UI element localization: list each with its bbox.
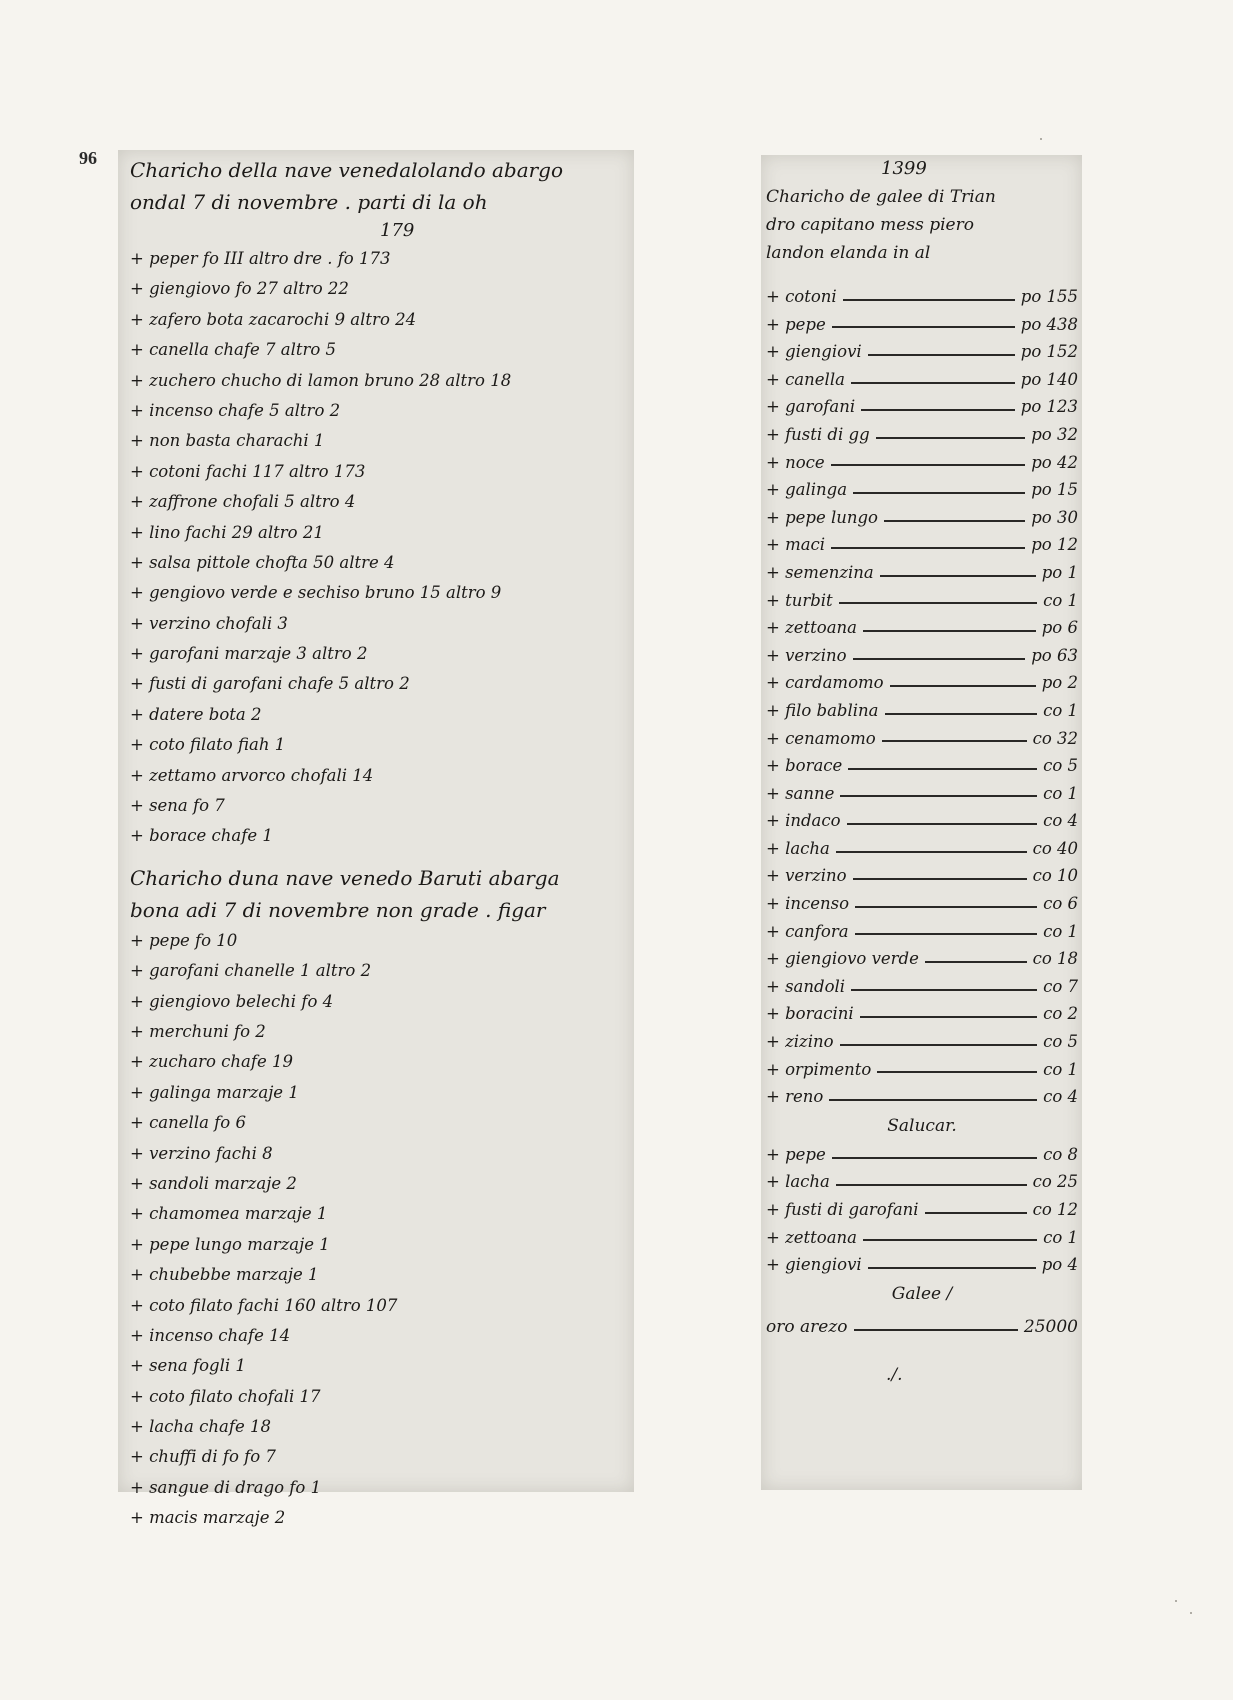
entry-leader-line: [831, 464, 1026, 466]
entry-quantity: co 6: [1043, 894, 1078, 914]
ledger-entry: [766, 366, 1078, 394]
entry-quantity: po 123: [1020, 397, 1078, 417]
ledger-entry: [766, 476, 1078, 504]
entry-quantity: co 4: [1043, 811, 1078, 831]
ledger-entry: [766, 1000, 1078, 1028]
left-year: 179: [380, 220, 415, 241]
entry-item: + cardamomo: [766, 673, 884, 693]
right-heading-line-3: landon elanda in al: [766, 243, 931, 263]
paper-speck: [1175, 1600, 1177, 1602]
ledger-entry: [766, 780, 1078, 808]
ledger-entry: [766, 1168, 1078, 1196]
entry-quantity: po 1: [1041, 562, 1078, 582]
ledger-entry: [766, 449, 1078, 477]
entry-leader-line: [925, 961, 1027, 963]
entry-leader-line: [925, 1212, 1027, 1214]
ledger-entry: [766, 752, 1078, 780]
ledger-entry: + giengiovo belechi fo 4: [130, 991, 334, 1011]
entry-leader-line: [860, 1016, 1037, 1018]
entry-item: + pepe: [766, 1144, 826, 1164]
entry-quantity: co 18: [1032, 949, 1078, 969]
left-entry-list-b: [130, 926, 628, 1534]
manuscript-sheet-left: [118, 150, 634, 1528]
right-year: 1399: [881, 158, 927, 179]
ledger-entry: + chuffi di fo fo 7: [130, 1447, 276, 1467]
entry-quantity: co 10: [1032, 866, 1078, 886]
ledger-entry: + macis marzaje 2: [130, 1508, 286, 1528]
ledger-entry: + merchuni fo 2: [130, 1021, 266, 1041]
entry-quantity: po 2: [1041, 673, 1078, 693]
entry-item: + pepe: [766, 314, 826, 334]
ledger-entry: + sena fo 7: [130, 796, 225, 816]
ledger-entry: [766, 1224, 1078, 1252]
entry-leader-line: [853, 658, 1026, 660]
entry-leader-line: [836, 851, 1027, 853]
ledger-entry: [766, 587, 1078, 615]
entry-quantity: co 32: [1032, 728, 1078, 748]
right-lower-label: Galee /: [891, 1283, 953, 1304]
ledger-entry: + fusti di garofani chafe 5 altro 2: [130, 674, 410, 694]
entry-item: + lacha: [766, 1172, 830, 1192]
entry-quantity: po 6: [1041, 618, 1078, 638]
entry-item: + borace: [766, 756, 843, 776]
entry-item: + lacha: [766, 838, 830, 858]
entry-leader-line: [829, 1099, 1037, 1101]
entry-quantity: co 8: [1043, 1144, 1078, 1164]
entry-leader-line: [868, 354, 1015, 356]
ledger-entry: + peper fo III altro dre . fo 173: [130, 249, 391, 268]
entry-leader-line: [851, 989, 1037, 991]
entry-item: + boracini: [766, 1004, 854, 1024]
ledger-entry: [766, 311, 1078, 339]
left-subheading-line-2: bona adi 7 di novembre non grade . figar: [130, 897, 546, 922]
ledger-entry: [766, 1196, 1078, 1224]
ledger-entry: + galinga marzaje 1: [130, 1082, 299, 1102]
entry-item: + canella: [766, 369, 845, 389]
ledger-entry: [766, 642, 1078, 670]
ledger-entry: [766, 725, 1078, 753]
entry-quantity: co 1: [1043, 700, 1078, 720]
ledger-entry: + pepe fo 10: [130, 930, 238, 950]
ledger-entry: + sangue di drago fo 1: [130, 1477, 322, 1497]
entry-quantity: co 2: [1043, 1004, 1078, 1024]
entry-item: + reno: [766, 1087, 824, 1107]
paper-speck: [1190, 1612, 1192, 1614]
entry-leader-line: [848, 768, 1037, 770]
entry-item: + giengiovi: [766, 1255, 862, 1275]
entry-quantity: co 5: [1043, 1032, 1078, 1052]
entry-quantity: po 152: [1020, 342, 1078, 362]
entry-item: + incenso: [766, 894, 850, 914]
entry-item: + pepe lungo: [766, 507, 878, 527]
ledger-entry: + lacha chafe 18: [130, 1417, 271, 1437]
ledger-entry: + canella chafe 7 altro 5: [130, 340, 337, 360]
ledger-entry: + cotoni fachi 117 altro 173: [130, 461, 366, 481]
entry-quantity: po 140: [1020, 369, 1078, 389]
total-value: 25000: [1023, 1316, 1078, 1337]
entry-leader-line: [839, 602, 1037, 604]
ledger-entry: + canella fo 6: [130, 1113, 246, 1133]
ledger-entry: [766, 1141, 1078, 1169]
ledger-entry: + sena fogli 1: [130, 1356, 246, 1376]
entry-item: + cenamomo: [766, 728, 876, 748]
ledger-entry: + chamomea marzaje 1: [130, 1204, 328, 1224]
entry-item: + giengiovi: [766, 342, 862, 362]
ledger-entry: [766, 835, 1078, 863]
entry-item: + sandoli: [766, 976, 846, 996]
ledger-entry: + incenso chafe 14: [130, 1325, 291, 1345]
ledger-entry: + datere bota 2: [130, 704, 262, 724]
manuscript-sheet-right: [761, 155, 1082, 1490]
entry-item: + zettoana: [766, 1227, 858, 1247]
right-entry-list-b: [766, 1141, 1078, 1279]
ledger-entry: + zucharo chafe 19: [130, 1052, 293, 1072]
entry-item: + verzino: [766, 645, 847, 665]
ledger-entry: [766, 1083, 1078, 1111]
entry-item: + canfora: [766, 921, 849, 941]
entry-leader-line: [885, 713, 1038, 715]
entry-quantity: co 1: [1043, 590, 1078, 610]
entry-leader-line: [836, 1184, 1027, 1186]
ledger-entry: [766, 807, 1078, 835]
entry-item: + cotoni: [766, 287, 837, 306]
ledger-entry: [766, 531, 1078, 559]
entry-leader-line: [853, 492, 1025, 494]
entry-quantity: po 4: [1041, 1255, 1078, 1275]
entry-quantity: co 4: [1043, 1087, 1078, 1107]
ledger-entry: + borace chafe 1: [130, 826, 273, 846]
right-sheet-content: [766, 155, 1078, 1405]
entry-item: + fusti di gg: [766, 424, 870, 444]
page-number: 96: [79, 148, 97, 168]
entry-item: + maci: [766, 535, 826, 555]
ledger-entry: + zafero bota zacarochi 9 altro 24: [130, 309, 417, 329]
entry-quantity: co 1: [1043, 921, 1078, 941]
entry-quantity: po 30: [1031, 507, 1078, 527]
total-leader-line: [854, 1329, 1018, 1331]
entry-item: + filo bablina: [766, 700, 879, 720]
entry-item: + sanne: [766, 783, 835, 803]
ledger-entry: [766, 862, 1078, 890]
ledger-entry: [766, 918, 1078, 946]
ledger-entry: + coto filato chofali 17: [130, 1386, 321, 1406]
ledger-entry: [766, 669, 1078, 697]
entry-item: + zizino: [766, 1032, 834, 1052]
entry-leader-line: [880, 575, 1036, 577]
entry-leader-line: [843, 299, 1015, 301]
right-entry-list-a: [766, 283, 1078, 1111]
entry-quantity: co 1: [1043, 783, 1078, 803]
entry-leader-line: [882, 740, 1027, 742]
ledger-entry: [766, 697, 1078, 725]
entry-item: + galinga: [766, 480, 848, 500]
ledger-entry: [766, 1056, 1078, 1084]
ledger-entry: [766, 338, 1078, 366]
entry-quantity: co 1: [1043, 1227, 1078, 1247]
entry-quantity: co 7: [1043, 976, 1078, 996]
right-closing-mark: ./.: [886, 1364, 903, 1385]
entry-leader-line: [868, 1267, 1036, 1269]
entry-leader-line: [853, 878, 1027, 880]
ledger-entry: [766, 504, 1078, 532]
ledger-entry: [766, 283, 1078, 311]
left-entry-list-a: [130, 244, 628, 852]
entry-leader-line: [890, 685, 1036, 687]
entry-quantity: po 63: [1031, 645, 1078, 665]
entry-quantity: co 1: [1043, 1059, 1078, 1079]
right-heading-line-1: Charicho de galee di Trian: [766, 187, 996, 207]
entry-leader-line: [840, 1044, 1038, 1046]
entry-quantity: po 12: [1031, 535, 1078, 555]
entry-quantity: co 12: [1032, 1200, 1078, 1219]
right-middle-label: Salucar.: [887, 1115, 957, 1136]
entry-item: + verzino: [766, 866, 847, 886]
ledger-entry: + gengiovo verde e sechiso bruno 15 altro 9: [130, 583, 502, 603]
ledger-entry: [766, 393, 1078, 421]
entry-quantity: co 5: [1043, 756, 1078, 776]
entry-quantity: co 40: [1032, 838, 1078, 858]
entry-item: + garofani: [766, 397, 856, 417]
ledger-entry: + zettamo arvorco chofali 14: [130, 765, 374, 785]
entry-quantity: po 42: [1031, 452, 1078, 472]
entry-item: + semenzina: [766, 562, 874, 582]
entry-quantity: po 438: [1020, 314, 1078, 334]
ledger-entry: [766, 1028, 1078, 1056]
entry-leader-line: [876, 437, 1026, 439]
left-heading-line-2: ondal 7 di novembre . parti di la oh: [130, 190, 488, 214]
entry-quantity: po 15: [1031, 480, 1078, 500]
ledger-entry: + verzino fachi 8: [130, 1143, 273, 1163]
ledger-entry: [766, 890, 1078, 918]
entry-leader-line: [855, 933, 1038, 935]
entry-quantity: co 25: [1032, 1172, 1078, 1192]
ledger-entry: [766, 559, 1078, 587]
entry-leader-line: [832, 1157, 1037, 1159]
paper-speck: [1040, 138, 1042, 140]
entry-leader-line: [832, 326, 1015, 328]
entry-quantity: po 32: [1031, 424, 1078, 444]
ledger-entry: + chubebbe marzaje 1: [130, 1265, 319, 1285]
ledger-entry: [766, 421, 1078, 449]
entry-leader-line: [877, 1071, 1037, 1073]
ledger-entry: [766, 614, 1078, 642]
entry-item: + noce: [766, 452, 825, 472]
left-sheet-content: [130, 154, 628, 1534]
ledger-entry: + zaffrone chofali 5 altro 4: [130, 492, 356, 512]
ledger-entry: [766, 973, 1078, 1001]
entry-leader-line: [847, 823, 1038, 825]
entry-leader-line: [884, 520, 1025, 522]
total-label: oro arezo: [766, 1316, 848, 1337]
entry-leader-line: [863, 630, 1036, 632]
entry-quantity: po 155: [1020, 287, 1078, 306]
entry-leader-line: [840, 795, 1037, 797]
ledger-entry: + incenso chafe 5 altro 2: [130, 400, 341, 420]
entry-leader-line: [831, 547, 1025, 549]
left-heading-line-1: Charicho della nave venedalolando abargo: [130, 158, 564, 182]
ledger-entry: [766, 1251, 1078, 1279]
right-heading-line-2: dro capitano mess piero: [766, 215, 974, 235]
entry-leader-line: [861, 409, 1015, 411]
entry-leader-line: [851, 382, 1015, 384]
entry-item: + indaco: [766, 811, 841, 831]
entry-item: + giengiovo verde: [766, 949, 919, 969]
ledger-entry: + garofani marzaje 3 altro 2: [130, 644, 368, 664]
entry-item: + fusti di garofani: [766, 1200, 919, 1219]
left-subheading-line-1: Charicho duna nave venedo Baruti abarga: [130, 865, 560, 890]
entry-item: + turbit: [766, 590, 833, 610]
entry-leader-line: [855, 906, 1037, 908]
ledger-entry: + sandoli marzaje 2: [130, 1173, 297, 1193]
ledger-entry: + pepe lungo marzaje 1: [130, 1234, 330, 1254]
entry-item: + orpimento: [766, 1059, 872, 1079]
entry-leader-line: [863, 1239, 1037, 1241]
ledger-entry: + verzino chofali 3: [130, 613, 288, 633]
ledger-entry: + coto filato fachi 160 altro 107: [130, 1295, 398, 1315]
ledger-entry: + non basta charachi 1: [130, 431, 325, 451]
ledger-entry: + zuchero chucho di lamon bruno 28 altro 18: [130, 370, 512, 390]
ledger-entry: + giengiovo fo 27 altro 22: [130, 279, 349, 299]
ledger-entry: + lino fachi 29 altro 21: [130, 522, 324, 542]
right-total-line: [766, 1309, 1078, 1345]
ledger-entry: + garofani chanelle 1 altro 2: [130, 961, 372, 981]
ledger-entry: + salsa pittole chofta 50 altre 4: [130, 552, 395, 572]
ledger-entry: + coto filato fiah 1: [130, 735, 286, 755]
entry-item: + zettoana: [766, 618, 858, 638]
ledger-entry: [766, 945, 1078, 973]
